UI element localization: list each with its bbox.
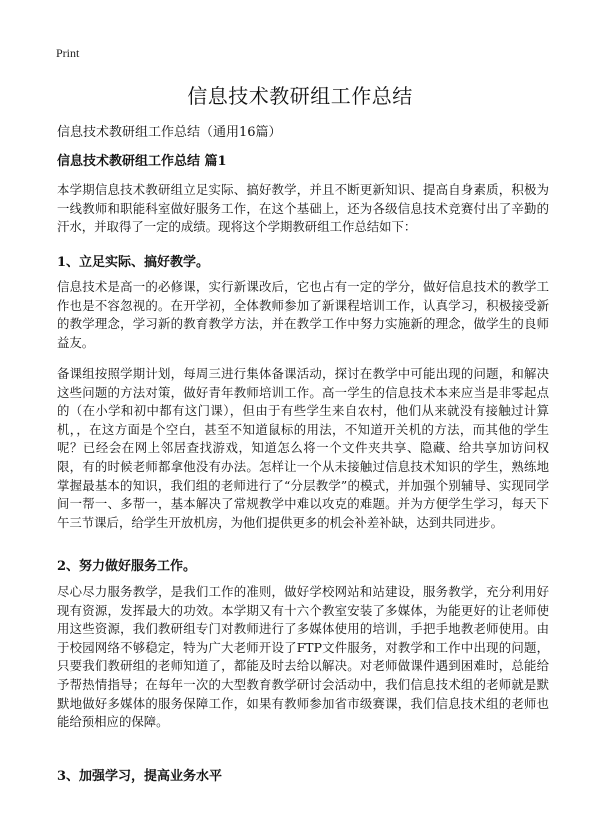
section-1-heading: 1、立足实际、搞好教学。 — [57, 255, 210, 270]
document-title: 信息技术教研组工作总结 — [187, 84, 413, 108]
section-3-heading: 3、加强学习，提高业务水平 — [57, 769, 223, 784]
section-1-paragraph-1: 信息技术是高一的必修课，实行新课改后，它也占有一定的学分，做好信息技术的教学工作也是不容忽视的。在开学初，全体教师参加了新课程培训工作，认真学习，积极接受新的教学理念，学习新的教育教学方法，并在教学工作中努力实施新的理念，做学生的良师益友。 — [57, 279, 549, 350]
section-2-paragraph-1: 尽心尽力服务教学，是我们工作的准则，做好学校网站和站建设，服务教学，充分利用好现有资源，发挥最大的功效。本学期又有十六个教室安装了多媒体，为能更好的让老师使用这些资源，我们教研组专门对教师进行了多媒体使用的培训，手把手地教老师使用。由于校园网络不够稳定，特为广大老师开设了FTP文件服务，对教学和工作中出现的问题，只要我们教研组的老师知道了，都能及时去给以解决。对老师做课件遇到困难时，总能给予帮热情指导；在每年一次的大型教育教学研讨会活动中，我们信息技术组的老师就是默默地做好多媒体的服务保障工作，如果有教师参加省市级赛课，我们信息技术组的老师也能给预相应的保障。 — [57, 584, 549, 730]
print-link[interactable]: Print — [56, 46, 80, 60]
section-1-paragraph-2: 备课组按照学期计划，每周三进行集体备课活动，探讨在教学中可能出现的问题，和解决这些问题的方法对策，做好青年教师培训工作。高一学生的信息技术本来应当是非零起点的（在小学和初中都有这门课），但由于有些学生来自农村，他们从来就没有接触过计算机，，在这方面是个空白，甚至不知道鼠标的用法，不知道开关机的方法，而其他的学生呢？已经会在网上邻居查找游戏，知道怎么将一个文件夹共享、隐藏、给共享加访问权限，有的时候老师都拿他没有办法。怎样让一个从未接触过信息技术知识的学生，熟练地掌握最基本的知识，我们组的老师进行了“分层教学”的模式，并加强个别辅导、实现同学间一帮一、多帮一，基本解决了常规教学中难以攻克的难题。并为方便学生学习，每天下午三节课后，给学生开放机房，为他们提供更多的机会补差补缺，达到共同进步。 — [57, 366, 549, 530]
intro-paragraph: 本学期信息技术教研组立足实际、搞好教学，并且不断更新知识、提高自身素质，积极为一线教师和职能科室做好服务工作，在这个基础上，还为各级信息技术竞赛付出了辛勤的汗水，并取得了一定的成绩。现将这个学期教研组工作总结如下： — [57, 182, 549, 235]
section-2-heading: 2、努力做好服务工作。 — [57, 559, 197, 574]
article-heading: 信息技术教研组工作总结 篇1 — [57, 154, 227, 169]
document-subtitle: 信息技术教研组工作总结（通用16篇） — [57, 125, 282, 140]
